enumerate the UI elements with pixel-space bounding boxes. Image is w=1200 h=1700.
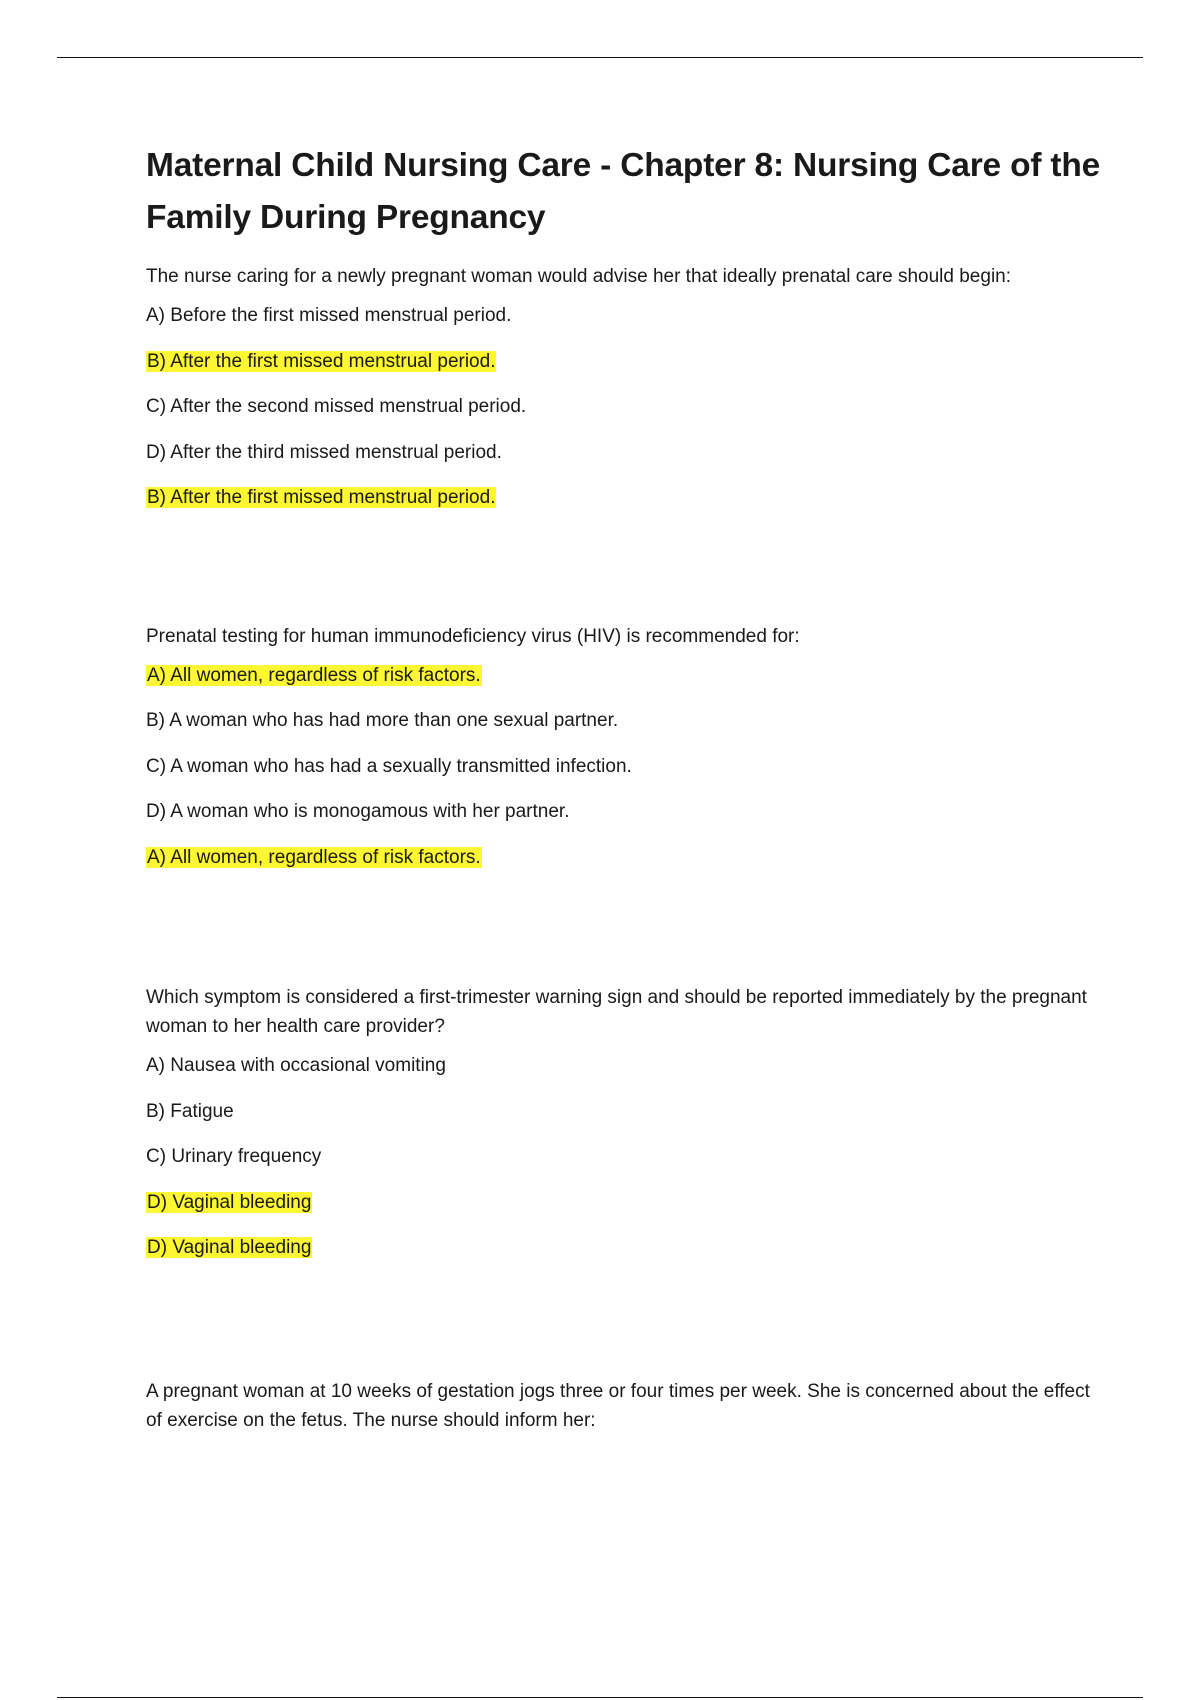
option-a-correct: A) All women, regardless of risk factors. (147, 664, 481, 686)
option-c: C) A woman who has had a sexually transmitted infection. (146, 755, 632, 777)
bottom-rule (57, 1697, 1143, 1698)
option-b-correct: B) After the first missed menstrual period. (147, 350, 496, 372)
document-body (146, 140, 1106, 1448)
option-d-correct: D) Vaginal bleeding (147, 1191, 312, 1213)
option-b: B) A woman who has had more than one sexual partner. (146, 710, 619, 731)
question-text: The nurse caring for a newly pregnant woman would advise her that ideally prenatal care should begin: (146, 266, 1012, 287)
spacer (146, 891, 1106, 983)
question-2 (146, 622, 1106, 870)
document-title: Maternal Child Nursing Care - Chapter 8: Nursing Care of the Family During Pregnancy (146, 147, 1101, 236)
answer: B) After the first missed menstrual period. (147, 487, 496, 508)
option-d: D) After the third missed menstrual period. (146, 441, 502, 463)
answer: D) Vaginal bleeding (147, 1237, 312, 1258)
spacer (146, 1282, 1106, 1377)
option-c: C) Urinary frequency (146, 1146, 322, 1167)
spacer (146, 532, 1106, 622)
option-b: B) Fatigue (146, 1100, 234, 1122)
question-4 (146, 1377, 1106, 1435)
question-3 (146, 983, 1106, 1260)
option-c: C) After the second missed menstrual period. (146, 396, 527, 417)
question-1 (146, 262, 1106, 510)
option-a: A) Nausea with occasional vomiting (146, 1055, 446, 1076)
question-text: A pregnant woman at 10 weeks of gestation jogs three or four times per week. She is concerned about the effect of exercise on the fetus. The nurse should inform her: (146, 1380, 1090, 1431)
question-text: Prenatal testing for human immunodeficiency virus (HIV) is recommended for: (146, 625, 800, 647)
answer: A) All women, regardless of risk factors. (147, 846, 481, 868)
option-a: A) Before the first missed menstrual period. (146, 305, 512, 326)
top-rule (57, 57, 1143, 58)
question-text: Which symptom is considered a first-trimester warning sign and should be reported immediately by the pregnant woman to her health care provider? (146, 987, 1087, 1037)
option-d: D) A woman who is monogamous with her partner. (146, 801, 570, 822)
